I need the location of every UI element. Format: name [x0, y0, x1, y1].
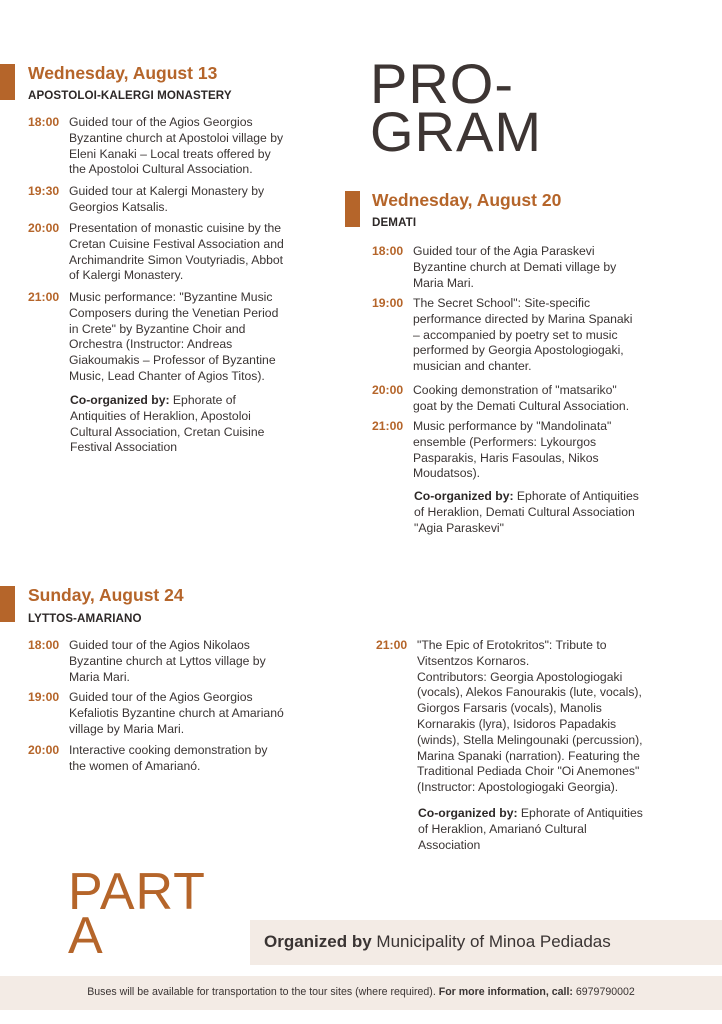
event-line: Cretan Cuisine Festival Association and [69, 236, 284, 251]
event-line: goat by the Demati Cultural Association. [413, 398, 630, 413]
event-line: Georgios Katsalis. [69, 199, 168, 214]
co-organizers-aug20 [414, 489, 714, 536]
event-line: Pasparakis, Haris Fasoulas, Nikos [413, 450, 599, 465]
event-line: in Crete" by Byzantine Choir and [69, 321, 246, 336]
event-line: (vocals), Alekos Fanourakis (lute, vocals), [417, 685, 642, 700]
part-label [68, 863, 206, 965]
day-title-aug24: Sunday, August 24 [28, 585, 184, 605]
event-aug20-2000 [372, 383, 692, 415]
day-title-aug20: Wednesday, August 20 [372, 190, 562, 210]
event-time: 21:00 [28, 290, 60, 304]
event-line: ensemble (Performers: Lykourgos [413, 434, 597, 449]
section-marker-aug24 [0, 586, 15, 622]
event-aug24-1900 [28, 690, 338, 737]
co-line: of Heraklion, Demati Cultural Association [414, 504, 635, 519]
event-time: 20:00 [28, 743, 60, 757]
co-organizers-aug24 [418, 806, 708, 853]
event-line: – accompanied by poetry set to music [413, 327, 618, 342]
co-line: Ephorate of Antiquities [517, 806, 643, 820]
event-line: Guided tour at Kalergi Monastery by [69, 184, 265, 198]
event-line: Marina Spanaki (narration). Featuring the [417, 748, 640, 763]
event-line: (Instructor: Apostologiogaki Georgia). [417, 780, 619, 795]
organizer-band [250, 920, 722, 965]
organizer-name: Municipality of Minoa Pediadas [371, 932, 611, 951]
event-line: Maria Mari. [413, 275, 474, 290]
event-line: Music performance by "Mandolinata" [413, 419, 612, 433]
event-line: Music, Lead Chanter of Agios Titos). [69, 368, 265, 383]
event-line: Byzantine church at Lyttos village by [69, 653, 266, 668]
organizer-label: Organized by [264, 932, 372, 951]
event-line: musician and chanter. [413, 359, 532, 374]
event-time: 21:00 [372, 419, 404, 433]
program-title-line-2: GRAM [370, 100, 542, 163]
day-title-aug13: Wednesday, August 13 [28, 63, 218, 83]
organizer-text [264, 932, 611, 952]
section-marker-aug13 [0, 64, 15, 100]
co-line: Antiquities of Heraklion, Apostoloi [70, 408, 251, 423]
event-line: Byzantine church at Apostoloi village by [69, 130, 284, 145]
event-line: performed by Georgia Apostologiogaki, [413, 343, 624, 358]
co-line: Festival Association [70, 440, 178, 455]
event-aug20-2100 [372, 419, 692, 482]
co-line: Ephorate of Antiquities [513, 489, 639, 503]
co-line: Association [418, 837, 481, 852]
event-line: village by Maria Mari. [69, 721, 185, 736]
event-line: Traditional Pediada Choir "Oi Anemones" [417, 764, 640, 779]
co-organized-label: Co-organized by: [414, 489, 514, 503]
event-aug20-1800 [372, 244, 692, 291]
event-time: 19:30 [28, 184, 60, 198]
event-line: Vitsentzos Kornaros. [417, 653, 530, 668]
place-aug20: DEMATI [372, 216, 417, 229]
event-line: The Secret School": Site-specific [413, 296, 591, 310]
event-line: Guided tour of the Agios Nikolaos [69, 638, 250, 652]
footer-note: Buses will be available for transportation to the tour sites (where required). [87, 986, 439, 998]
footer-band [0, 976, 722, 1010]
event-time: 20:00 [372, 383, 404, 397]
footer-phone: 6979790002 [572, 986, 635, 998]
event-line: Presentation of monastic cuisine by the [69, 221, 282, 235]
event-line: Guided tour of the Agios Georgios [69, 115, 253, 129]
program-title-line-1: PRO- [370, 52, 514, 115]
co-organized-label: Co-organized by: [70, 393, 170, 407]
event-line: "The Epic of Erotokritos": Tribute to [417, 638, 607, 652]
place-aug24: LYTTOS-AMARIANO [28, 612, 142, 625]
event-time: 18:00 [372, 244, 404, 258]
event-time: 19:00 [372, 296, 404, 310]
event-line: Giorgos Farsaris (vocals), Manolis [417, 701, 602, 716]
footer-text [0, 986, 722, 998]
event-line: Orchestra (Instructor: Andreas [69, 337, 233, 352]
co-organizers-aug13 [70, 393, 330, 456]
event-aug13-1930 [28, 184, 328, 216]
event-line: the Apostoloi Cultural Association. [69, 162, 253, 177]
section-marker-aug20 [345, 191, 360, 227]
event-time: 18:00 [28, 638, 60, 652]
event-aug13-2000 [28, 221, 328, 284]
event-line: Kornarakis (lyra), Isidoros Papadakis [417, 716, 617, 731]
event-line: performance directed by Marina Spanaki [413, 311, 633, 326]
co-line: "Agia Paraskevi" [414, 520, 504, 535]
co-organized-label: Co-organized by: [418, 806, 518, 820]
event-line: Contributors: Georgia Apostologiogaki [417, 669, 623, 684]
event-line: Guided tour of the Agia Paraskevi [413, 244, 595, 258]
event-line: Interactive cooking demonstration by [69, 743, 268, 757]
event-line: the women of Amarianó. [69, 758, 201, 773]
event-time: 20:00 [28, 221, 60, 235]
program-title [370, 52, 542, 163]
event-line: of Kalergi Monastery. [69, 268, 184, 283]
event-aug20-1900 [372, 296, 692, 375]
event-line: Kefaliotis Byzantine church at Amarianó [69, 705, 284, 720]
event-line: (winds), Stella Melingounaki (percussion), [417, 732, 643, 747]
event-line: Cooking demonstration of "matsariko" [413, 383, 617, 397]
footer-info-label: For more information, call: [438, 986, 573, 998]
event-line: Guided tour of the Agios Georgios [69, 690, 253, 704]
event-aug13-1800 [28, 115, 328, 178]
part-label-line-2: A [68, 907, 104, 965]
event-aug13-2100 [28, 290, 328, 385]
event-aug24-1800 [28, 638, 338, 685]
event-line: Eleni Kanaki – Local treats offered by [69, 146, 271, 161]
event-line: Music performance: "Byzantine Music [69, 290, 273, 304]
event-line: Byzantine church at Demati village by [413, 259, 617, 274]
co-line: Cultural Association, Cretan Cuisine [70, 424, 265, 439]
place-aug13: APOSTOLOI-KALERGI MONASTERY [28, 89, 232, 102]
event-line: Maria Mari. [69, 669, 130, 684]
part-label-line-1: PART [68, 863, 206, 921]
event-line: Composers during the Venetian Period [69, 305, 279, 320]
event-time: 21:00 [376, 638, 408, 652]
event-time: 19:00 [28, 690, 60, 704]
event-time: 18:00 [28, 115, 60, 129]
event-aug24-2000 [28, 743, 338, 775]
event-line: Giakoumakis – Professor of Byzantine [69, 353, 276, 368]
co-line: of Heraklion, Amarianó Cultural [418, 821, 587, 836]
event-aug24-2100 [376, 638, 706, 796]
event-line: Archimandrite Simon Voutyriadis, Abbot [69, 252, 284, 267]
co-line: Ephorate of [169, 393, 236, 407]
event-line: Moudatsos). [413, 466, 481, 481]
